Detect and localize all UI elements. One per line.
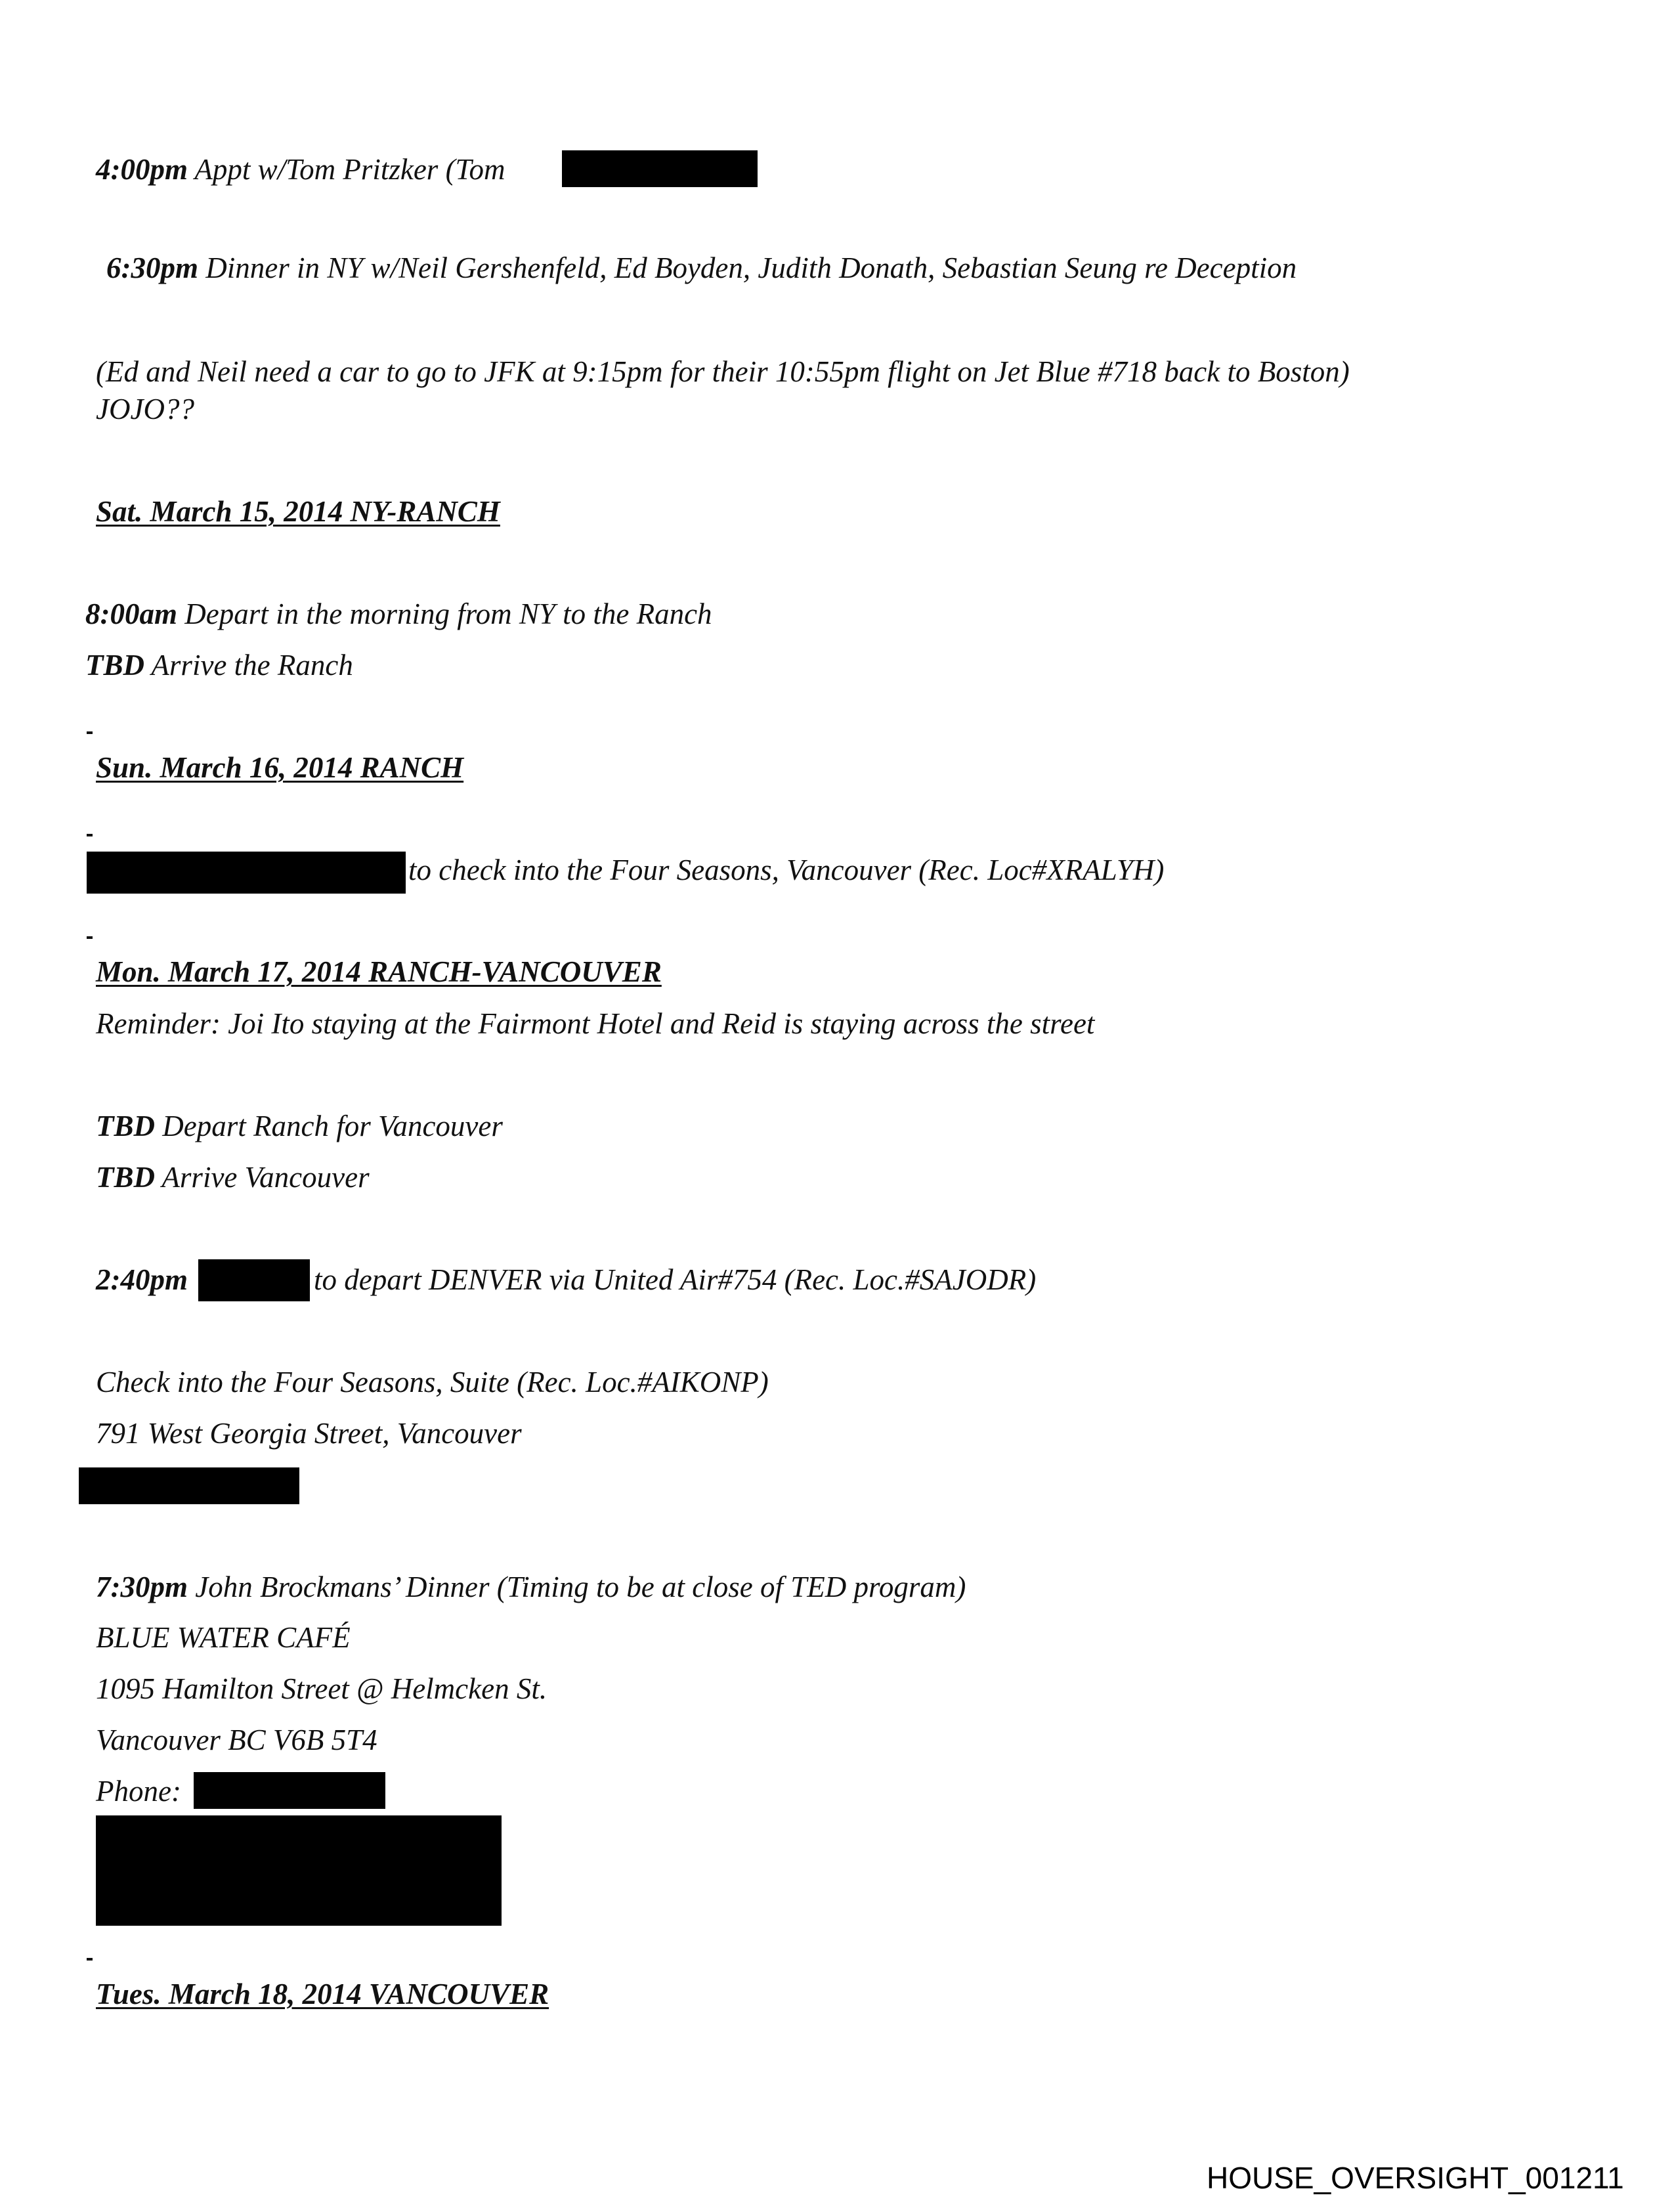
entry-text: John Brockmans’ Dinner (Timing to be at close of TED program) — [188, 1571, 966, 1603]
entry-depart-ny — [85, 596, 712, 632]
time-label: 6:30pm — [106, 251, 198, 284]
entry-dinner-ny — [106, 250, 1297, 286]
venue-address-line2: Vancouver BC V6B 5T4 — [96, 1724, 377, 1756]
time-label: 2:40pm — [96, 1263, 188, 1296]
time-label: TBD — [96, 1110, 155, 1142]
entry-reminder: Reminder: Joi Ito staying at the Fairmont Hotel and Reid is staying across the street — [96, 1007, 1095, 1040]
redaction-box — [194, 1772, 385, 1809]
entry-text: Arrive the Ranch — [144, 649, 353, 682]
dash-mark — [87, 731, 93, 734]
day-heading-tue: Tues. March 18, 2014 VANCOUVER — [96, 1978, 549, 2010]
time-label: 8:00am — [85, 597, 177, 630]
bates-number: HOUSE_OVERSIGHT_001211 — [1207, 2161, 1624, 2195]
time-label: TBD — [85, 649, 144, 682]
venue-address-line1: 1095 Hamilton Street @ Helmcken St. — [96, 1672, 547, 1705]
redaction-box — [79, 1467, 299, 1504]
entry-text: Depart Ranch for Vancouver — [155, 1110, 503, 1142]
redaction-box — [562, 150, 758, 187]
redaction-box — [87, 852, 406, 894]
dash-mark — [87, 936, 93, 939]
dash-mark — [87, 834, 93, 836]
day-heading-sun: Sun. March 16, 2014 RANCH — [96, 751, 464, 784]
entry-tom-pritzker — [96, 152, 505, 187]
entry-checkin-suite: Check into the Four Seasons, Suite (Rec. Loc.#AIKONP) — [96, 1366, 769, 1399]
entry-arrive-vancouver — [96, 1160, 370, 1195]
entry-text: Appt w/Tom Pritzker (Tom — [188, 153, 505, 186]
entry-text: Depart in the morning from NY to the Ranch — [177, 597, 712, 630]
entry-text: Dinner in NY w/Neil Gershenfeld, Ed Boyden, Judith Donath, Sebastian Seung re Deception — [198, 251, 1297, 284]
entry-depart-ranch — [96, 1108, 503, 1144]
venue-name: BLUE WATER CAFÉ — [96, 1621, 351, 1654]
dash-mark — [87, 1958, 93, 1961]
entry-hotel-address: 791 West Georgia Street, Vancouver — [96, 1417, 522, 1450]
entry-text: Arrive Vancouver — [155, 1161, 370, 1194]
time-label: 7:30pm — [96, 1571, 188, 1603]
note-jojo: JOJO?? — [96, 393, 194, 425]
entry-brockman-dinner — [96, 1569, 966, 1605]
time-label: TBD — [96, 1161, 155, 1194]
entry-arrive-ranch — [85, 647, 353, 683]
time-label: 4:00pm — [96, 153, 188, 186]
note-car-jfk: (Ed and Neil need a car to go to JFK at 9:15pm for their 10:55pm flight on Jet Blue #718 back to Boston) — [96, 355, 1350, 388]
redaction-box — [96, 1815, 502, 1926]
day-heading-sat: Sat. March 15, 2014 NY-RANCH — [96, 495, 500, 528]
venue-phone-label: Phone: — [96, 1775, 181, 1808]
day-heading-mon: Mon. March 17, 2014 RANCH-VANCOUVER — [96, 955, 662, 988]
redaction-box — [198, 1259, 310, 1301]
entry-four-seasons-checkin: to check into the Four Seasons, Vancouver (Rec. Loc#XRALYH) — [408, 854, 1165, 886]
entry-depart-denver: to depart DENVER via United Air#754 (Rec. Loc.#SAJODR) — [314, 1263, 1037, 1296]
